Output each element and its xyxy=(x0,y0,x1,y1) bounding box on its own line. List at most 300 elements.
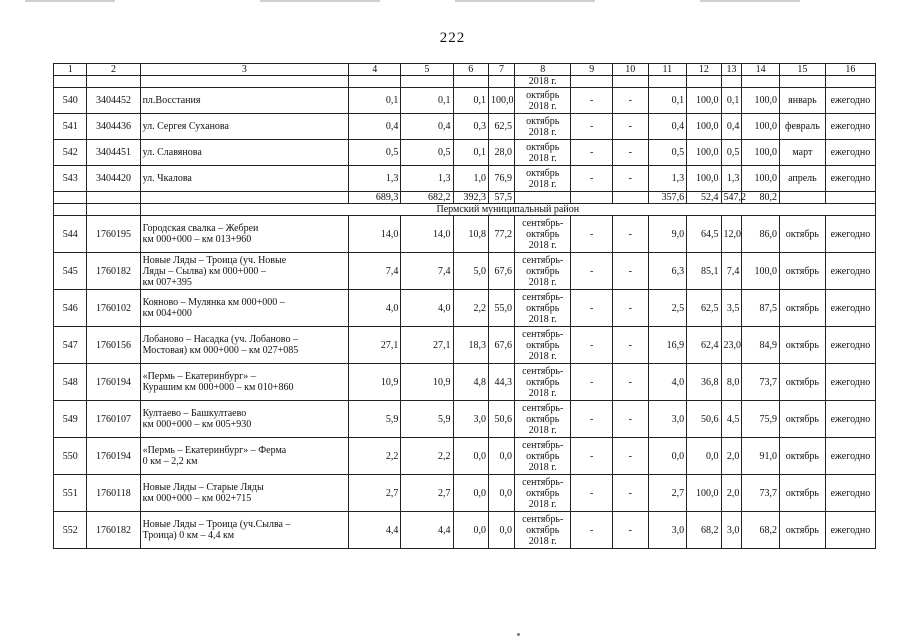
value-cell: 12,0 xyxy=(721,216,742,253)
row-number: 552 xyxy=(54,512,87,549)
column-number: 9 xyxy=(571,64,613,76)
value-cell: 8,0 xyxy=(721,364,742,401)
totals-row xyxy=(54,192,876,204)
empty-cell xyxy=(648,76,687,88)
road-name xyxy=(140,475,349,512)
empty-cell xyxy=(54,76,87,88)
road-name-line: Кояново – Мулянка км 000+000 – xyxy=(142,297,285,308)
road-code: 3404420 xyxy=(87,166,140,192)
empty-cell xyxy=(613,76,648,88)
scan-edge-line xyxy=(455,0,595,2)
column-number-row xyxy=(54,64,876,76)
dash-cell: - xyxy=(571,290,613,327)
page-number: 222 xyxy=(439,30,466,46)
total-value: 357,6 xyxy=(648,192,687,204)
road-name-line: Новые Ляды – Старые Ляды xyxy=(142,482,264,493)
value-cell: 10,9 xyxy=(401,364,453,401)
date-cell: 2018 г. xyxy=(515,76,571,88)
road-code: 1760102 xyxy=(87,290,140,327)
value-cell: 2,2 xyxy=(453,290,488,327)
road-name: ул. Сергея Суханова xyxy=(140,114,349,140)
row-number: 546 xyxy=(54,290,87,327)
month-cell: октябрь xyxy=(779,438,825,475)
dash-cell: - xyxy=(613,114,648,140)
date-cell xyxy=(515,216,571,253)
empty-cell xyxy=(742,76,780,88)
value-cell: 50,6 xyxy=(687,401,721,438)
column-number: 12 xyxy=(687,64,721,76)
value-cell: 100,0 xyxy=(742,88,780,114)
frequency-cell: ежегодно xyxy=(825,475,875,512)
frequency-cell: ежегодно xyxy=(825,166,875,192)
empty-cell xyxy=(87,76,140,88)
road-name: ул. Славянова xyxy=(140,140,349,166)
dash-cell: - xyxy=(571,364,613,401)
value-cell: 91,0 xyxy=(742,438,780,475)
date-cell xyxy=(515,475,571,512)
date-line: 2018 г. xyxy=(528,276,557,288)
value-cell: 0,5 xyxy=(648,140,687,166)
date-cell xyxy=(515,290,571,327)
total-value: 392,3 xyxy=(453,192,488,204)
row-number: 548 xyxy=(54,364,87,401)
road-code: 1760194 xyxy=(87,438,140,475)
value-cell: 0,4 xyxy=(721,114,742,140)
frequency-cell: ежегодно xyxy=(825,364,875,401)
road-name xyxy=(140,290,349,327)
value-cell: 4,0 xyxy=(648,364,687,401)
value-cell: 73,7 xyxy=(742,475,780,512)
table-row xyxy=(54,114,876,140)
empty-cell xyxy=(401,76,453,88)
value-cell: 64,5 xyxy=(687,216,721,253)
column-number: 2 xyxy=(87,64,140,76)
total-value: 547,2 xyxy=(721,192,742,204)
scan-edge-line xyxy=(25,0,115,2)
date-line: сентябрь- xyxy=(522,513,564,525)
road-name-line: 0 км – 2,2 км xyxy=(142,456,198,467)
value-cell: 36,8 xyxy=(687,364,721,401)
road-name-line: Култаево – Башкултаево xyxy=(142,408,247,419)
value-cell: 10,9 xyxy=(349,364,401,401)
row-number: 547 xyxy=(54,327,87,364)
road-name xyxy=(140,364,349,401)
road-code: 1760195 xyxy=(87,216,140,253)
value-cell: 2,0 xyxy=(721,475,742,512)
road-code: 3404436 xyxy=(87,114,140,140)
frequency-cell: ежегодно xyxy=(825,114,875,140)
dash-cell: - xyxy=(571,253,613,290)
dash-cell: - xyxy=(613,88,648,114)
value-cell: 4,8 xyxy=(453,364,488,401)
value-cell: 2,7 xyxy=(349,475,401,512)
frequency-cell: ежегодно xyxy=(825,438,875,475)
column-number: 13 xyxy=(721,64,742,76)
value-cell: 62,5 xyxy=(488,114,514,140)
value-cell: 4,0 xyxy=(349,290,401,327)
date-line: октябрь xyxy=(526,167,560,179)
month-cell: октябрь xyxy=(779,512,825,549)
dash-cell: - xyxy=(571,88,613,114)
value-cell: 84,9 xyxy=(742,327,780,364)
month-cell: январь xyxy=(779,88,825,114)
value-cell: 100,0 xyxy=(687,475,721,512)
road-name-line: Городская свалка – Жебреи xyxy=(142,223,259,234)
value-cell: 27,1 xyxy=(349,327,401,364)
value-cell: 3,5 xyxy=(721,290,742,327)
month-cell: февраль xyxy=(779,114,825,140)
value-cell: 76,9 xyxy=(488,166,514,192)
scan-edge-line xyxy=(700,0,800,2)
table-row xyxy=(54,401,876,438)
column-number: 8 xyxy=(515,64,571,76)
value-cell: 1,3 xyxy=(721,166,742,192)
table-row xyxy=(54,475,876,512)
row-number: 541 xyxy=(54,114,87,140)
date-line: 2018 г. xyxy=(528,152,557,164)
table-row xyxy=(54,512,876,549)
date-line: 2018 г. xyxy=(528,498,557,510)
road-name-line: км 000+000 – км 013+960 xyxy=(142,234,252,245)
value-cell: 4,5 xyxy=(721,401,742,438)
date-cell xyxy=(515,140,571,166)
date-cell xyxy=(515,401,571,438)
date-cell xyxy=(515,114,571,140)
value-cell: 77,2 xyxy=(488,216,514,253)
road-name xyxy=(140,253,349,290)
value-cell: 4,0 xyxy=(401,290,453,327)
value-cell: 18,3 xyxy=(453,327,488,364)
row-number: 549 xyxy=(54,401,87,438)
road-code: 1760182 xyxy=(87,512,140,549)
date-line: 2018 г. xyxy=(528,461,557,473)
empty-cell xyxy=(453,76,488,88)
date-line: октябрь xyxy=(526,141,560,153)
date-line: 2018 г. xyxy=(528,387,557,399)
date-line: 2018 г. xyxy=(528,126,557,138)
district-title: Пермский муниципальный район xyxy=(140,204,875,216)
month-cell: октябрь xyxy=(779,475,825,512)
date-line: 2018 г. xyxy=(528,178,557,190)
value-cell: 23,0 xyxy=(721,327,742,364)
column-number: 1 xyxy=(54,64,87,76)
value-cell: 100,0 xyxy=(742,253,780,290)
value-cell: 0,1 xyxy=(401,88,453,114)
value-cell: 100,0 xyxy=(742,140,780,166)
dash-cell: - xyxy=(571,438,613,475)
dash-cell: - xyxy=(613,166,648,192)
column-number: 5 xyxy=(401,64,453,76)
table-row xyxy=(54,140,876,166)
dash-cell: - xyxy=(613,216,648,253)
road-name xyxy=(140,512,349,549)
date-cell xyxy=(515,88,571,114)
frequency-cell: ежегодно xyxy=(825,290,875,327)
total-value: 57,5 xyxy=(488,192,514,204)
row-number: 544 xyxy=(54,216,87,253)
empty-cell xyxy=(87,204,140,216)
dash-cell: - xyxy=(613,438,648,475)
frequency-cell: ежегодно xyxy=(825,253,875,290)
column-number: 3 xyxy=(140,64,349,76)
date-line: сентябрь- xyxy=(522,439,564,451)
road-name-line: км 000+000 – км 005+930 xyxy=(142,419,252,430)
road-name-line: Троица) 0 км – 4,4 км xyxy=(142,530,235,541)
date-line: 2018 г. xyxy=(528,424,557,436)
total-value: 682,2 xyxy=(401,192,453,204)
date-line: октябрь xyxy=(526,450,560,462)
value-cell: 3,0 xyxy=(648,401,687,438)
value-cell: 100,0 xyxy=(742,166,780,192)
dash-cell: - xyxy=(571,216,613,253)
value-cell: 4,4 xyxy=(401,512,453,549)
value-cell: 0,4 xyxy=(401,114,453,140)
value-cell: 1,3 xyxy=(349,166,401,192)
value-cell: 44,3 xyxy=(488,364,514,401)
table-row xyxy=(54,88,876,114)
dash-cell: - xyxy=(571,327,613,364)
date-line: октябрь xyxy=(526,376,560,388)
column-number: 6 xyxy=(453,64,488,76)
road-code: 3404451 xyxy=(87,140,140,166)
road-name-line: км 004+000 xyxy=(142,308,192,319)
value-cell: 68,2 xyxy=(742,512,780,549)
road-name-line: «Пермь – Екатеринбург» – xyxy=(142,371,256,382)
value-cell: 0,0 xyxy=(488,475,514,512)
date-line: сентябрь- xyxy=(522,402,564,414)
road-code: 1760194 xyxy=(87,364,140,401)
road-name-line: Лобаново – Насадка (уч. Лобаново – xyxy=(142,334,298,345)
value-cell: 0,5 xyxy=(401,140,453,166)
road-name: пл.Восстания xyxy=(140,88,349,114)
value-cell: 7,4 xyxy=(401,253,453,290)
value-cell: 0,3 xyxy=(453,114,488,140)
value-cell: 68,2 xyxy=(687,512,721,549)
column-number: 14 xyxy=(742,64,780,76)
date-cell xyxy=(515,327,571,364)
date-line: октябрь xyxy=(526,265,560,277)
dash-cell: - xyxy=(613,364,648,401)
value-cell: 14,0 xyxy=(349,216,401,253)
value-cell: 0,0 xyxy=(453,475,488,512)
date-line: сентябрь- xyxy=(522,365,564,377)
date-line: октябрь xyxy=(526,413,560,425)
table-row xyxy=(54,364,876,401)
road-code: 1760107 xyxy=(87,401,140,438)
road-name-line: «Пермь – Екатеринбург» – Ферма xyxy=(142,445,287,456)
date-line: сентябрь- xyxy=(522,328,564,340)
date-line: 2018 г. xyxy=(528,100,557,112)
table-row xyxy=(54,327,876,364)
dash-cell: - xyxy=(613,327,648,364)
row-number: 540 xyxy=(54,88,87,114)
dash-cell: - xyxy=(613,401,648,438)
frequency-cell: ежегодно xyxy=(825,327,875,364)
date-line: октябрь xyxy=(526,487,560,499)
table-row xyxy=(54,216,876,253)
empty-cell xyxy=(140,76,349,88)
value-cell: 100,0 xyxy=(488,88,514,114)
frequency-cell: ежегодно xyxy=(825,216,875,253)
value-cell: 100,0 xyxy=(687,114,721,140)
dash-cell: - xyxy=(571,401,613,438)
value-cell: 3,0 xyxy=(453,401,488,438)
row-number: 542 xyxy=(54,140,87,166)
date-cell xyxy=(515,438,571,475)
column-number: 4 xyxy=(349,64,401,76)
empty-cell xyxy=(825,76,875,88)
value-cell: 14,0 xyxy=(401,216,453,253)
date-line: сентябрь- xyxy=(522,291,564,303)
month-cell: октябрь xyxy=(779,401,825,438)
value-cell: 87,5 xyxy=(742,290,780,327)
month-cell: апрель xyxy=(779,166,825,192)
empty-cell xyxy=(721,76,742,88)
table-body xyxy=(54,64,876,549)
frequency-cell: ежегодно xyxy=(825,140,875,166)
date-cell xyxy=(515,253,571,290)
date-cell xyxy=(515,364,571,401)
value-cell: 0,0 xyxy=(648,438,687,475)
value-cell: 7,4 xyxy=(349,253,401,290)
value-cell: 3,0 xyxy=(721,512,742,549)
continuation-row xyxy=(54,76,876,88)
table-row xyxy=(54,166,876,192)
value-cell: 0,0 xyxy=(488,512,514,549)
column-number: 7 xyxy=(488,64,514,76)
value-cell: 55,0 xyxy=(488,290,514,327)
date-line: 2018 г. xyxy=(528,350,557,362)
empty-cell xyxy=(87,192,140,204)
road-name-line: Новые Ляды – Троица (уч.Сылва – xyxy=(142,519,291,530)
row-number: 550 xyxy=(54,438,87,475)
value-cell: 0,0 xyxy=(687,438,721,475)
road-name-line: км 007+395 xyxy=(142,276,192,288)
frequency-cell: ежегодно xyxy=(825,512,875,549)
value-cell: 1,3 xyxy=(648,166,687,192)
value-cell: 0,5 xyxy=(349,140,401,166)
road-name-line: Ляды – Сылва) км 000+000 – xyxy=(142,265,266,277)
total-value: 80,2 xyxy=(742,192,780,204)
value-cell: 67,6 xyxy=(488,253,514,290)
value-cell: 0,1 xyxy=(453,88,488,114)
road-name-line: Новые Ляды – Троица (уч. Новые xyxy=(142,254,287,266)
row-number: 551 xyxy=(54,475,87,512)
dash-cell: - xyxy=(571,140,613,166)
date-line: октябрь xyxy=(526,302,560,314)
value-cell: 2,5 xyxy=(648,290,687,327)
value-cell: 100,0 xyxy=(687,140,721,166)
dash-cell: - xyxy=(613,140,648,166)
value-cell: 0,4 xyxy=(349,114,401,140)
road-name: ул. Чкалова xyxy=(140,166,349,192)
empty-cell xyxy=(349,76,401,88)
value-cell: 100,0 xyxy=(687,88,721,114)
value-cell: 0,1 xyxy=(349,88,401,114)
date-line: сентябрь- xyxy=(522,476,564,488)
value-cell: 0,1 xyxy=(721,88,742,114)
value-cell: 75,9 xyxy=(742,401,780,438)
value-cell: 1,3 xyxy=(401,166,453,192)
value-cell: 62,5 xyxy=(687,290,721,327)
month-cell: март xyxy=(779,140,825,166)
empty-cell xyxy=(488,76,514,88)
date-line: сентябрь- xyxy=(522,254,564,266)
road-name-line: Мостовая) км 000+000 – км 027+085 xyxy=(142,345,299,356)
dash-cell: - xyxy=(613,512,648,549)
empty-cell xyxy=(54,192,87,204)
date-line: октябрь xyxy=(526,524,560,536)
value-cell: 0,0 xyxy=(453,512,488,549)
value-cell: 4,4 xyxy=(349,512,401,549)
value-cell: 27,1 xyxy=(401,327,453,364)
empty-cell xyxy=(140,192,349,204)
value-cell: 100,0 xyxy=(687,166,721,192)
roads-table xyxy=(53,63,876,549)
value-cell: 2,7 xyxy=(401,475,453,512)
value-cell: 50,6 xyxy=(488,401,514,438)
value-cell: 5,0 xyxy=(453,253,488,290)
date-line: 2018 г. xyxy=(528,535,557,547)
value-cell: 0,4 xyxy=(648,114,687,140)
frequency-cell: ежегодно xyxy=(825,401,875,438)
month-cell: октябрь xyxy=(779,216,825,253)
value-cell: 2,7 xyxy=(648,475,687,512)
road-code: 1760182 xyxy=(87,253,140,290)
total-value: 52,4 xyxy=(687,192,721,204)
month-cell: октябрь xyxy=(779,290,825,327)
value-cell: 0,1 xyxy=(648,88,687,114)
month-cell: октябрь xyxy=(779,253,825,290)
empty-cell xyxy=(571,76,613,88)
month-cell: октябрь xyxy=(779,327,825,364)
column-number: 10 xyxy=(613,64,648,76)
empty-cell xyxy=(687,76,721,88)
table-row xyxy=(54,290,876,327)
value-cell: 0,0 xyxy=(453,438,488,475)
value-cell: 10,8 xyxy=(453,216,488,253)
table-row xyxy=(54,438,876,475)
value-cell: 86,0 xyxy=(742,216,780,253)
road-name xyxy=(140,327,349,364)
value-cell: 7,4 xyxy=(721,253,742,290)
dash-cell: - xyxy=(613,253,648,290)
value-cell: 62,4 xyxy=(687,327,721,364)
frequency-cell: ежегодно xyxy=(825,88,875,114)
dash-cell: - xyxy=(571,475,613,512)
date-line: 2018 г. xyxy=(528,239,557,251)
date-line: октябрь xyxy=(526,228,560,240)
empty-cell xyxy=(54,204,87,216)
dash-cell: - xyxy=(613,290,648,327)
month-cell: октябрь xyxy=(779,364,825,401)
value-cell: 6,3 xyxy=(648,253,687,290)
value-cell: 0,5 xyxy=(721,140,742,166)
value-cell: 0,1 xyxy=(453,140,488,166)
empty-cell xyxy=(571,192,613,204)
column-number: 11 xyxy=(648,64,687,76)
column-number: 16 xyxy=(825,64,875,76)
value-cell: 5,9 xyxy=(349,401,401,438)
date-line: сентябрь- xyxy=(522,217,564,229)
date-line: октябрь xyxy=(526,339,560,351)
row-number: 545 xyxy=(54,253,87,290)
road-name xyxy=(140,216,349,253)
table-row xyxy=(54,253,876,290)
dash-cell: - xyxy=(571,114,613,140)
dash-cell: - xyxy=(613,475,648,512)
value-cell: 73,7 xyxy=(742,364,780,401)
